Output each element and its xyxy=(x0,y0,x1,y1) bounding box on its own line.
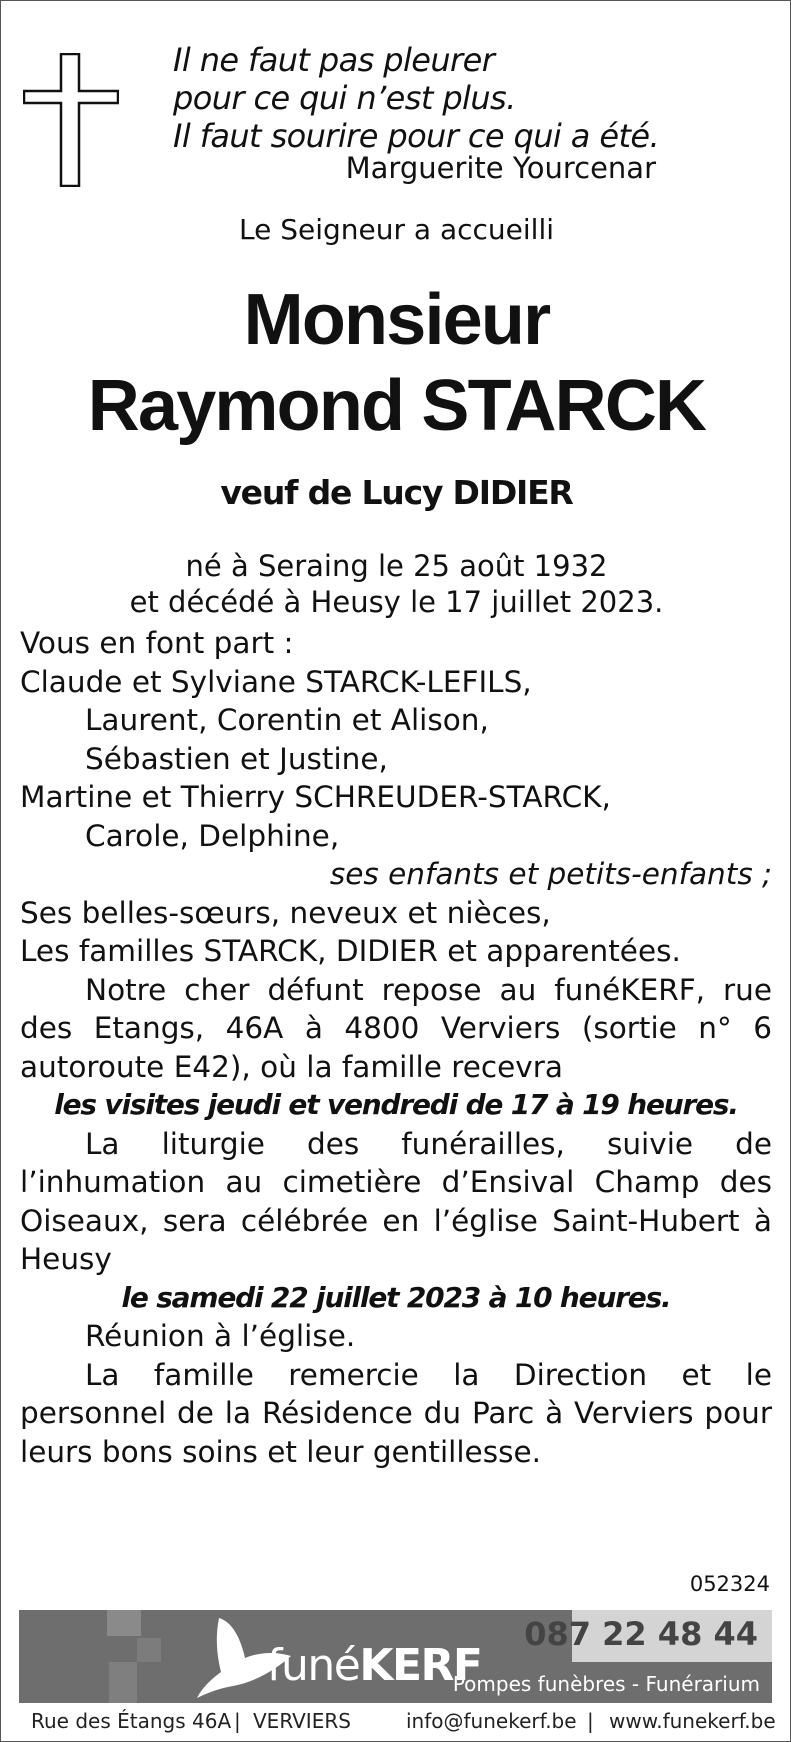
visits-info: les visites jeudi et vendredi de 17 à 19 heures. xyxy=(54,1088,738,1121)
deceased-name: Raymond STARCK xyxy=(87,366,706,446)
family-relation: ses enfants et petits-enfants ; xyxy=(329,857,772,891)
funeral-date: le samedi 22 juillet 2023 à 10 heures. xyxy=(121,1280,671,1314)
family-line: Carole, Delphine, xyxy=(85,818,340,853)
footer-separator: | xyxy=(234,1709,241,1733)
family-line: Laurent, Corentin et Alison, xyxy=(85,703,489,737)
death-line: et décédé à Heusy le 17 juillet 2023. xyxy=(129,585,664,619)
family-intro: Vous en font part : xyxy=(20,626,294,660)
footer-address: Rue des Étangs 46A xyxy=(31,1709,232,1733)
quote-author: Marguerite Yourcenar xyxy=(345,151,656,185)
funeral-home-tagline: Pompes funèbres - Funérarium xyxy=(452,1672,760,1696)
quote-line: Il ne faut pas pleurer xyxy=(173,41,495,79)
family-other: Les familles STARCK, DIDIER et apparentées. xyxy=(20,934,681,968)
footer-contacts xyxy=(1,1706,791,1736)
brand-bold: KERF xyxy=(359,1640,482,1691)
family-line: Martine et Thierry SCHREUDER-STARCK, xyxy=(20,780,611,814)
phone-number: 087 22 48 44 xyxy=(524,1615,758,1653)
life-dates xyxy=(1,548,791,620)
intro-text: Le Seigneur a accueilli xyxy=(238,213,554,246)
birth-line: né à Seraing le 25 août 1932 xyxy=(185,549,608,583)
rest-paragraph: Notre cher défunt repose au funéKERF, rue des Etangs, 46A à 4800 Verviers (sortie n° 6 autoroute E42), où la famille recevra xyxy=(20,972,772,1084)
decor-square xyxy=(109,1662,137,1703)
quote-line: pour ce qui n’est plus. xyxy=(173,79,516,117)
quote xyxy=(173,41,659,155)
footer-city: VERVIERS xyxy=(253,1709,351,1733)
notice-body xyxy=(20,624,772,1471)
footer-website[interactable]: www.funekerf.be xyxy=(609,1709,776,1733)
reference-number: 052324 xyxy=(689,1572,770,1596)
deceased-title: Monsieur xyxy=(243,280,550,360)
meeting-info: Réunion à l’église. xyxy=(85,1319,356,1353)
funeral-home-banner xyxy=(19,1610,772,1703)
thanks-paragraph: La famille remercie la Direction et le personnel de la Résidence du Parc à Verviers pour leurs bons soins et leur gentillesse. xyxy=(20,1357,772,1469)
funeral-paragraph: La liturgie des funérailles, suivie de l’inhumation au cimetière d’Ensival Champ des Oiseaux, sera célébrée en l’église Saint-Hubert à Heusy xyxy=(20,1126,772,1276)
decor-square xyxy=(107,1610,141,1636)
family-other: Ses belles-sœurs, neveux et nièces, xyxy=(20,895,551,930)
family-line: Claude et Sylviane STARCK-LEFILS, xyxy=(20,664,532,699)
family-line: Sébastien et Justine, xyxy=(85,741,388,776)
decor-square xyxy=(137,1638,161,1662)
footer-email[interactable]: info@funekerf.be xyxy=(406,1709,577,1733)
footer-separator: | xyxy=(587,1709,594,1733)
funeral-home-brand xyxy=(267,1640,481,1691)
cross-icon xyxy=(23,53,119,187)
widower-of: veuf de Lucy DIDIER xyxy=(220,473,573,512)
quote-line: Il faut sourire pour ce qui a été. xyxy=(173,117,660,155)
brand-light: funé xyxy=(267,1640,360,1691)
